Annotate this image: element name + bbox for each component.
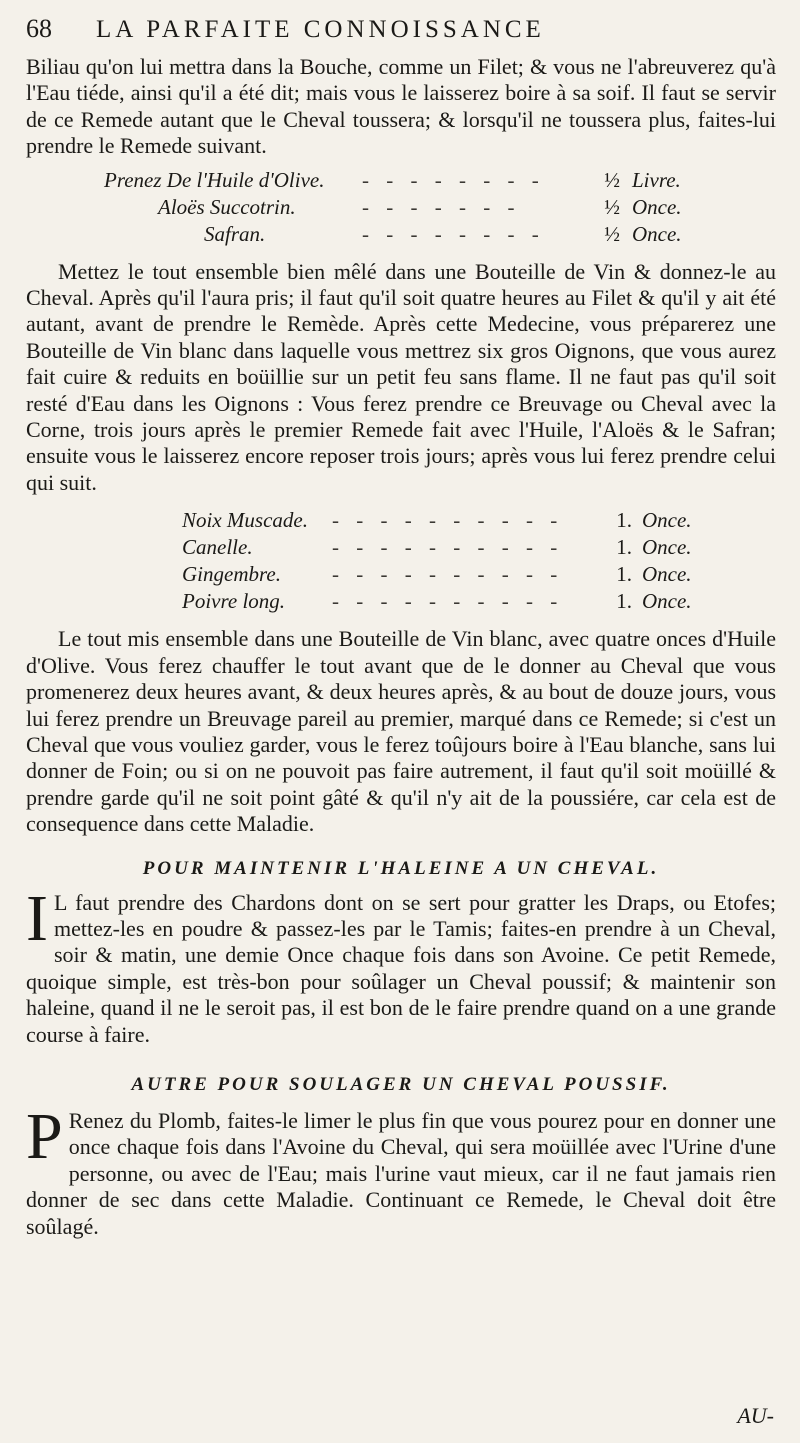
ingredient-name: Aloës Succotrin.: [158, 194, 296, 219]
section-text-poussif: [26, 1099, 776, 1240]
recipe-list-1: [104, 168, 776, 249]
ingredient-unit: Once.: [642, 589, 692, 614]
recipe-item: [182, 508, 776, 535]
section-heading-haleine: POUR MAINTENIR L'HALEINE A UN CHEVAL.: [142, 857, 660, 879]
page-header: [26, 14, 776, 54]
drop-cap: P: [26, 1099, 63, 1173]
leader-dashes: - - - - - - - -: [362, 167, 545, 192]
leader-dashes: - - - - - - - - - -: [332, 589, 564, 614]
paragraph-2: Mettez le tout ensemble bien mêlé dans une Bouteille de Vin & donnez-le au Cheval. Après qu'il l'aura pris; il faut qu'il soit quatre heures au Filet & qu'il y ait été autant, avant de prendre le Remède. Après cette Medecine, vous préparerez une Bouteille de Vin blanc dans laquelle vous mettrez six gros Oignons, que vous aurez fait cuire & reduits en boüillie sur un petit feu sans flame. Il ne faut pas qu'il soit resté d'Eau dans les Oignons : Vous ferez prendre ce Breuvage ou Cheval avec la Corne, trois jours après le premier Remede fait avec l'Huile, l'Aloës & le Safran; ensuite vous le laisserez encore reposer trois jours; après vous lui ferez prendre celui qui suit.: [26, 258, 776, 495]
ingredient-unit: Once.: [632, 194, 682, 219]
recipe-item: [104, 195, 776, 222]
recipe-item: [104, 168, 776, 195]
paragraph-3: Le tout mis ensemble dans une Bouteille de Vin blanc, avec quatre onces d'Huile d'Olive. Vous ferez chauffer le tout avant que de le donner au Cheval que vous promenerez deux heures avant, & deux heures après, & au bout de douze jours, vous lui ferez prendre un Breuvage pareil au premier, marqué dans ce Remede; si c'est un Cheval que vous vouliez garder, vous le ferez toûjours boire à l'Eau blanche, sans lui donner de Foin; ou si on ne pouvoit pas faire autrement, il faut qu'il soit moüillé & prendre garde qu'il ne soit point gâté & qu'il n'y ait de la poussiére, car cela est de consequence dans cette Maladie.: [26, 626, 776, 837]
section-body: Renez du Plomb, faites-le limer le plus fin que vous pourez pour en donner une once chaque fois dans l'Avoine du Cheval, qui sera moüillée avec l'Urine d'une personne, ou avec de l'Eau; mais l'urine vaut mieux, car il ne faut jamais rien donner de sec dans cette Maladie. Continuant ce Remede, le Cheval doit être soûlagé.: [26, 1107, 776, 1239]
leader-dashes: - - - - - - - - - -: [332, 508, 564, 533]
ingredient-amount: 1.: [616, 562, 632, 587]
recipe-list-2: [182, 508, 776, 616]
ingredient-amount: 1.: [616, 535, 632, 560]
drop-cap: I: [26, 881, 48, 955]
ingredient-unit: Once.: [632, 221, 682, 246]
ingredient-unit: Once.: [642, 535, 692, 560]
ingredient-name: Poivre long.: [182, 589, 286, 614]
ingredient-name: Canelle.: [182, 535, 253, 560]
running-title: LA PARFAITE CONNOISSANCE: [96, 16, 545, 43]
ingredient-amount: ½: [604, 194, 620, 219]
ingredient-name: Noix Muscade.: [182, 508, 308, 533]
recipe-item: [182, 535, 776, 562]
leader-dashes: - - - - - - - - - -: [332, 562, 564, 587]
section-body: L faut prendre des Chardons dont on se sert pour gratter les Draps, ou Etofes; mettez-les en poudre & passez-les par le Tamis; faites-en prendre à un Cheval, soir & matin, une demie Once chaque fois dans son Avoine. Ce petit Remede, quoique simple, est très-bon pour soûlager un Cheval poussif; & maintenir son haleine, quand il ne le seroit pas, il est bon de le faire prendre quand on a une grande course à faire.: [26, 889, 776, 1047]
ingredient-amount: 1.: [616, 589, 632, 614]
ingredient-name: Gingembre.: [182, 562, 281, 587]
recipe-item: [182, 589, 776, 616]
ingredient-amount: ½: [604, 221, 620, 246]
paragraph-1: Biliau qu'on lui mettra dans la Bouche, comme un Filet; & vous ne l'abreuverez qu'à l'Eau tiéde, ainsi qu'il a été dit; mais vous le laisserez boire à sa soif. Il faut se servir de ce Remede autant que le Cheval toussera; & lorsqu'il ne toussera plus, faites-lui prendre le Remede suivant.: [26, 54, 776, 159]
ingredient-amount: 1.: [616, 508, 632, 533]
recipe-item: [104, 222, 776, 249]
leader-dashes: - - - - - - - - - -: [332, 535, 564, 560]
section-text-haleine: [26, 881, 776, 1048]
ingredient-name: Safran.: [204, 221, 266, 246]
ingredient-unit: Livre.: [632, 167, 681, 192]
section-heading-poussif: AUTRE POUR SOULAGER UN CHEVAL POUSSIF.: [131, 1073, 671, 1095]
catchword: AU-: [737, 1403, 774, 1428]
recipe-item: [182, 562, 776, 589]
leader-dashes: - - - - - - -: [362, 194, 521, 219]
ingredient-amount: ½: [604, 167, 620, 192]
page-number: 68: [26, 14, 52, 43]
ingredient-unit: Once.: [642, 562, 692, 587]
leader-dashes: - - - - - - - -: [362, 221, 545, 246]
ingredient-name: Prenez De l'Huile d'Olive.: [104, 167, 325, 192]
ingredient-unit: Once.: [642, 508, 692, 533]
